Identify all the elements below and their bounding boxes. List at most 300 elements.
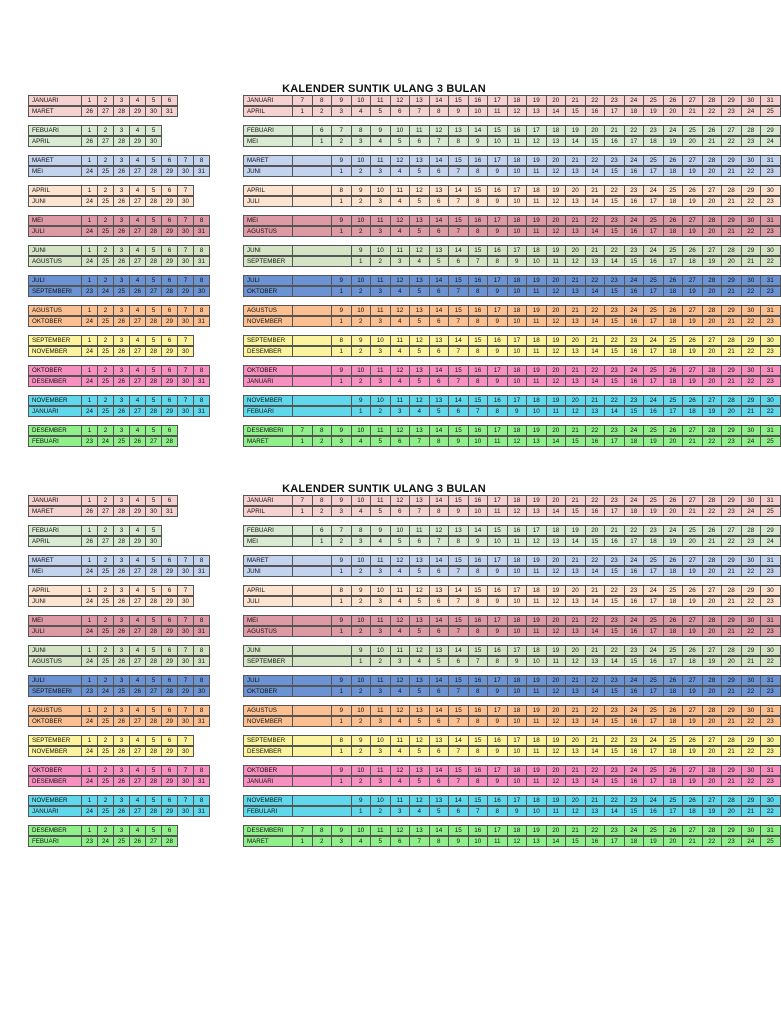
day-cell: 20 bbox=[565, 795, 586, 806]
day-cell: 17 bbox=[643, 776, 664, 787]
day-cell: 12 bbox=[429, 125, 450, 136]
day-cell: 18 bbox=[507, 675, 528, 686]
day-cell: 21 bbox=[565, 95, 586, 106]
day-cell: 1 bbox=[292, 436, 313, 447]
day-cell: 8 bbox=[312, 425, 333, 436]
day-cell: 21 bbox=[721, 196, 742, 207]
day-cell: 4 bbox=[129, 185, 146, 196]
day-cell: 29 bbox=[721, 825, 742, 836]
month-label: JANUARI bbox=[28, 806, 82, 817]
day-cell: 11 bbox=[526, 346, 547, 357]
month-label: JANUARI bbox=[28, 95, 82, 106]
day-cell: 16 bbox=[624, 316, 645, 327]
day-cell: 24 bbox=[81, 316, 98, 327]
day-cell: 29 bbox=[161, 716, 178, 727]
day-cell: 19 bbox=[565, 125, 586, 136]
day-cell: 4 bbox=[409, 806, 430, 817]
day-cell: 30 bbox=[741, 95, 762, 106]
day-cell: 2 bbox=[351, 746, 372, 757]
day-cell: 1 bbox=[81, 585, 98, 596]
day-cell: 8 bbox=[448, 536, 469, 547]
day-cell: 23 bbox=[81, 686, 98, 697]
right-calendar-block bbox=[243, 766, 781, 788]
day-cell: 23 bbox=[604, 705, 625, 716]
day-cell: 9 bbox=[507, 256, 528, 267]
day-cell: 13 bbox=[429, 335, 450, 346]
day-cell: 31 bbox=[193, 566, 210, 577]
day-cell: 19 bbox=[526, 705, 547, 716]
day-cell: 31 bbox=[193, 776, 210, 787]
day-cell: 24 bbox=[81, 776, 98, 787]
day-cell: 29 bbox=[161, 566, 178, 577]
day-cell: 19 bbox=[546, 395, 567, 406]
day-cell: 10 bbox=[351, 425, 372, 436]
day-cell: 4 bbox=[390, 596, 411, 607]
day-cell: 5 bbox=[429, 406, 450, 417]
day-cell: 30 bbox=[177, 626, 194, 637]
day-cell: 4 bbox=[129, 765, 146, 776]
day-cell: 5 bbox=[409, 166, 430, 177]
day-cell: 30 bbox=[741, 305, 762, 316]
day-cell: 18 bbox=[663, 376, 684, 387]
month-label: NOVEMBER bbox=[28, 795, 82, 806]
day-cell: 23 bbox=[721, 106, 742, 117]
day-cell: 19 bbox=[682, 166, 703, 177]
day-cell: 6 bbox=[161, 645, 178, 656]
month-label: JUNI bbox=[28, 196, 82, 207]
day-cell: 2 bbox=[312, 106, 333, 117]
day-cell: 28 bbox=[702, 425, 723, 436]
day-cell: 18 bbox=[624, 506, 645, 517]
day-cell: 29 bbox=[741, 185, 762, 196]
day-cell: 13 bbox=[565, 776, 586, 787]
day-cell: 22 bbox=[702, 836, 723, 847]
day-cell: 16 bbox=[468, 825, 489, 836]
day-cell: 22 bbox=[604, 335, 625, 346]
day-cell: 30 bbox=[741, 765, 762, 776]
return-row bbox=[243, 747, 781, 758]
day-cell: 14 bbox=[604, 406, 625, 417]
day-cell: 28 bbox=[161, 436, 178, 447]
day-cell: 7 bbox=[448, 686, 469, 697]
day-cell: 28 bbox=[145, 806, 162, 817]
day-cell: 5 bbox=[409, 286, 430, 297]
return-row bbox=[243, 227, 781, 238]
day-cell: 12 bbox=[565, 256, 586, 267]
day-cell: 19 bbox=[702, 256, 723, 267]
day-cell: 17 bbox=[643, 716, 664, 727]
day-cell: 12 bbox=[390, 555, 411, 566]
day-cell: 7 bbox=[177, 395, 194, 406]
day-cell: 28 bbox=[721, 395, 742, 406]
day-cell: 27 bbox=[721, 125, 742, 136]
day-cell: 12 bbox=[507, 106, 528, 117]
day-cell: 10 bbox=[390, 525, 411, 536]
day-cell: 12 bbox=[390, 95, 411, 106]
day-cell: 23 bbox=[624, 395, 645, 406]
day-cell: 16 bbox=[624, 166, 645, 177]
day-cell: 10 bbox=[507, 196, 528, 207]
day-cell: 23 bbox=[81, 286, 98, 297]
month-label: JULI bbox=[243, 275, 293, 286]
day-cell: 27 bbox=[97, 106, 114, 117]
day-cell: 25 bbox=[97, 226, 114, 237]
day-cell: 18 bbox=[663, 166, 684, 177]
day-cell: 9 bbox=[468, 536, 489, 547]
day-cell: 6 bbox=[161, 705, 178, 716]
day-cell: 18 bbox=[624, 436, 645, 447]
day-cell: 28 bbox=[702, 555, 723, 566]
day-cell: 2 bbox=[97, 425, 114, 436]
month-label: DESEMBER bbox=[28, 425, 82, 436]
day-cell: 28 bbox=[161, 686, 178, 697]
day-cell: 23 bbox=[604, 425, 625, 436]
day-cell: 26 bbox=[113, 166, 130, 177]
day-cell: 14 bbox=[585, 716, 606, 727]
day-cell: 20 bbox=[702, 746, 723, 757]
day-cell: 4 bbox=[129, 95, 146, 106]
day-cell: 18 bbox=[682, 406, 703, 417]
day-cell: 30 bbox=[177, 716, 194, 727]
day-cell: 18 bbox=[663, 226, 684, 237]
day-cell: 9 bbox=[487, 626, 508, 637]
day-cell: 16 bbox=[468, 675, 489, 686]
day-cell: 9 bbox=[370, 125, 391, 136]
day-cell: 21 bbox=[604, 125, 625, 136]
day-cell: 11 bbox=[370, 305, 391, 316]
day-cell: 20 bbox=[663, 436, 684, 447]
day-cell: 4 bbox=[129, 735, 146, 746]
day-cell: 25 bbox=[97, 716, 114, 727]
day-cell: 29 bbox=[721, 305, 742, 316]
day-cell: 21 bbox=[721, 596, 742, 607]
day-cell: 10 bbox=[390, 125, 411, 136]
day-cell: 26 bbox=[663, 155, 684, 166]
empty-cell bbox=[292, 716, 332, 727]
day-cell: 7 bbox=[177, 735, 194, 746]
left-calendar-block bbox=[28, 766, 210, 788]
day-cell: 12 bbox=[390, 765, 411, 776]
day-cell: 5 bbox=[145, 585, 162, 596]
day-cell: 8 bbox=[312, 495, 333, 506]
month-label: DESEMBER bbox=[243, 746, 293, 757]
day-cell: 8 bbox=[193, 305, 210, 316]
day-cell: 25 bbox=[113, 436, 130, 447]
day-cell: 8 bbox=[193, 795, 210, 806]
return-row bbox=[243, 167, 781, 178]
day-cell: 16 bbox=[624, 686, 645, 697]
day-cell: 3 bbox=[370, 596, 391, 607]
day-cell: 6 bbox=[429, 376, 450, 387]
day-cell: 4 bbox=[129, 675, 146, 686]
day-cell: 15 bbox=[604, 376, 625, 387]
day-cell: 26 bbox=[663, 305, 684, 316]
day-cell: 12 bbox=[546, 166, 567, 177]
day-cell: 8 bbox=[331, 735, 352, 746]
day-cell: 22 bbox=[585, 495, 606, 506]
day-cell: 17 bbox=[643, 686, 664, 697]
day-cell: 25 bbox=[97, 806, 114, 817]
day-cell: 15 bbox=[448, 305, 469, 316]
left-calendar-block bbox=[28, 646, 210, 668]
day-cell: 8 bbox=[468, 166, 489, 177]
day-cell: 27 bbox=[129, 196, 146, 207]
day-cell: 28 bbox=[721, 795, 742, 806]
day-cell: 20 bbox=[546, 675, 567, 686]
day-cell: 23 bbox=[624, 795, 645, 806]
day-cell: 13 bbox=[546, 136, 567, 147]
day-cell: 11 bbox=[370, 615, 391, 626]
day-cell: 29 bbox=[129, 536, 146, 547]
day-cell: 4 bbox=[409, 406, 430, 417]
day-cell: 22 bbox=[624, 125, 645, 136]
day-cell: 29 bbox=[721, 675, 742, 686]
month-label: MEI bbox=[28, 215, 82, 226]
day-cell: 3 bbox=[331, 436, 352, 447]
day-cell: 21 bbox=[565, 215, 586, 226]
day-cell: 21 bbox=[741, 256, 762, 267]
day-cell: 4 bbox=[390, 626, 411, 637]
day-cell: 27 bbox=[129, 346, 146, 357]
return-row bbox=[243, 377, 781, 388]
day-cell: 4 bbox=[390, 346, 411, 357]
day-cell: 20 bbox=[702, 776, 723, 787]
day-cell: 5 bbox=[409, 746, 430, 757]
day-cell: 29 bbox=[161, 746, 178, 757]
day-cell: 21 bbox=[585, 795, 606, 806]
day-cell: 30 bbox=[177, 166, 194, 177]
day-cell: 2 bbox=[370, 806, 391, 817]
day-cell: 16 bbox=[624, 226, 645, 237]
day-cell: 9 bbox=[507, 406, 528, 417]
day-cell: 17 bbox=[624, 136, 645, 147]
day-cell: 12 bbox=[546, 316, 567, 327]
day-cell: 17 bbox=[487, 155, 508, 166]
day-cell: 13 bbox=[585, 656, 606, 667]
day-cell: 3 bbox=[113, 615, 130, 626]
day-cell: 14 bbox=[585, 686, 606, 697]
day-cell: 23 bbox=[624, 735, 645, 746]
day-cell: 28 bbox=[145, 166, 162, 177]
day-cell: 27 bbox=[129, 806, 146, 817]
day-cell: 3 bbox=[113, 155, 130, 166]
day-cell: 11 bbox=[390, 395, 411, 406]
day-cell: 19 bbox=[546, 735, 567, 746]
day-cell: 7 bbox=[177, 765, 194, 776]
day-cell: 6 bbox=[429, 316, 450, 327]
month-label: SEPTEMBER bbox=[243, 656, 293, 667]
day-cell: 15 bbox=[624, 406, 645, 417]
day-cell: 25 bbox=[643, 95, 664, 106]
day-cell: 22 bbox=[741, 376, 762, 387]
day-cell: 9 bbox=[487, 686, 508, 697]
day-cell: 6 bbox=[161, 155, 178, 166]
day-cell: 15 bbox=[448, 275, 469, 286]
day-cell: 27 bbox=[129, 716, 146, 727]
right-calendar-block bbox=[243, 586, 781, 608]
day-cell: 31 bbox=[161, 506, 178, 517]
day-cell: 12 bbox=[546, 776, 567, 787]
day-cell: 24 bbox=[81, 226, 98, 237]
day-cell: 27 bbox=[129, 376, 146, 387]
empty-cell bbox=[292, 566, 332, 577]
day-cell: 10 bbox=[507, 626, 528, 637]
day-cell: 5 bbox=[409, 226, 430, 237]
day-cell: 18 bbox=[663, 686, 684, 697]
day-cell: 26 bbox=[81, 506, 98, 517]
day-cell: 15 bbox=[604, 776, 625, 787]
day-cell: 6 bbox=[429, 716, 450, 727]
day-cell: 31 bbox=[193, 226, 210, 237]
day-cell: 8 bbox=[468, 196, 489, 207]
day-cell: 21 bbox=[565, 305, 586, 316]
day-cell: 5 bbox=[145, 525, 162, 536]
day-cell: 20 bbox=[546, 215, 567, 226]
day-cell: 22 bbox=[760, 406, 781, 417]
month-label: MEI bbox=[28, 166, 82, 177]
day-cell: 2 bbox=[97, 555, 114, 566]
day-cell: 3 bbox=[113, 335, 130, 346]
day-cell: 17 bbox=[604, 506, 625, 517]
right-calendar-block bbox=[243, 126, 781, 148]
day-cell: 12 bbox=[546, 286, 567, 297]
day-cell: 30 bbox=[177, 656, 194, 667]
day-cell: 12 bbox=[546, 196, 567, 207]
month-label: JUNI bbox=[243, 645, 293, 656]
day-cell: 15 bbox=[604, 716, 625, 727]
day-cell: 21 bbox=[585, 645, 606, 656]
day-cell: 30 bbox=[145, 506, 162, 517]
day-cell: 2 bbox=[97, 525, 114, 536]
day-cell: 6 bbox=[161, 245, 178, 256]
day-cell: 12 bbox=[390, 675, 411, 686]
day-cell: 6 bbox=[161, 795, 178, 806]
day-cell: 5 bbox=[409, 316, 430, 327]
day-cell: 19 bbox=[682, 226, 703, 237]
day-cell: 19 bbox=[546, 645, 567, 656]
day-cell: 11 bbox=[390, 245, 411, 256]
day-cell: 19 bbox=[526, 675, 547, 686]
right-calendar-block bbox=[243, 156, 781, 178]
return-row bbox=[28, 597, 194, 608]
day-cell: 7 bbox=[177, 215, 194, 226]
day-cell: 1 bbox=[312, 536, 333, 547]
day-cell: 26 bbox=[129, 436, 146, 447]
day-cell: 20 bbox=[702, 716, 723, 727]
day-cell: 2 bbox=[97, 305, 114, 316]
day-cell: 25 bbox=[643, 555, 664, 566]
day-cell: 21 bbox=[702, 136, 723, 147]
left-calendar-block bbox=[28, 426, 178, 448]
return-row bbox=[28, 167, 210, 178]
day-cell: 26 bbox=[702, 125, 723, 136]
day-cell: 6 bbox=[161, 185, 178, 196]
day-cell: 18 bbox=[624, 106, 645, 117]
day-cell: 28 bbox=[702, 705, 723, 716]
day-cell: 13 bbox=[409, 555, 430, 566]
day-cell: 25 bbox=[663, 645, 684, 656]
day-cell: 5 bbox=[390, 136, 411, 147]
day-cell: 7 bbox=[448, 626, 469, 637]
day-cell: 4 bbox=[129, 555, 146, 566]
day-cell: 28 bbox=[161, 836, 178, 847]
day-cell: 10 bbox=[526, 806, 547, 817]
day-cell: 5 bbox=[429, 256, 450, 267]
day-cell: 3 bbox=[113, 305, 130, 316]
day-cell: 27 bbox=[682, 615, 703, 626]
day-cell: 22 bbox=[624, 525, 645, 536]
day-cell: 22 bbox=[741, 196, 762, 207]
day-cell: 13 bbox=[546, 536, 567, 547]
day-cell: 21 bbox=[565, 495, 586, 506]
day-cell: 22 bbox=[585, 155, 606, 166]
day-cell: 29 bbox=[760, 525, 781, 536]
day-cell: 11 bbox=[487, 106, 508, 117]
day-cell: 21 bbox=[721, 566, 742, 577]
day-cell: 25 bbox=[682, 525, 703, 536]
day-cell: 28 bbox=[702, 675, 723, 686]
day-cell: 5 bbox=[145, 245, 162, 256]
day-cell: 1 bbox=[81, 765, 98, 776]
day-cell: 28 bbox=[145, 196, 162, 207]
left-calendar-block bbox=[28, 586, 194, 608]
day-cell: 5 bbox=[409, 596, 430, 607]
day-cell: 14 bbox=[585, 626, 606, 637]
day-cell: 28 bbox=[113, 136, 130, 147]
day-cell: 4 bbox=[129, 335, 146, 346]
day-cell: 24 bbox=[624, 555, 645, 566]
day-cell: 11 bbox=[487, 836, 508, 847]
day-cell: 17 bbox=[624, 536, 645, 547]
right-calendar-block bbox=[243, 796, 781, 818]
day-cell: 22 bbox=[702, 506, 723, 517]
day-cell: 10 bbox=[507, 716, 528, 727]
day-cell: 2 bbox=[351, 626, 372, 637]
day-cell: 7 bbox=[177, 555, 194, 566]
day-cell: 12 bbox=[565, 406, 586, 417]
day-cell: 14 bbox=[448, 585, 469, 596]
day-cell: 11 bbox=[390, 585, 411, 596]
empty-cell bbox=[292, 346, 332, 357]
day-cell: 3 bbox=[370, 316, 391, 327]
day-cell: 10 bbox=[468, 106, 489, 117]
day-cell: 3 bbox=[113, 705, 130, 716]
day-cell: 29 bbox=[161, 596, 178, 607]
day-cell: 24 bbox=[643, 795, 664, 806]
day-cell: 25 bbox=[663, 335, 684, 346]
day-cell: 12 bbox=[409, 795, 430, 806]
return-row bbox=[243, 567, 781, 578]
day-cell: 18 bbox=[507, 95, 528, 106]
day-cell: 20 bbox=[546, 825, 567, 836]
day-cell: 10 bbox=[507, 346, 528, 357]
day-cell: 12 bbox=[507, 506, 528, 517]
return-row bbox=[243, 507, 781, 518]
day-cell: 23 bbox=[760, 346, 781, 357]
day-cell: 21 bbox=[565, 275, 586, 286]
left-calendar-block bbox=[28, 366, 210, 388]
day-cell: 27 bbox=[702, 645, 723, 656]
day-cell: 1 bbox=[331, 376, 352, 387]
day-cell: 4 bbox=[390, 776, 411, 787]
day-cell: 16 bbox=[624, 776, 645, 787]
day-cell: 16 bbox=[624, 566, 645, 577]
day-cell: 24 bbox=[741, 836, 762, 847]
day-cell: 5 bbox=[409, 346, 430, 357]
day-cell: 9 bbox=[487, 316, 508, 327]
day-cell: 1 bbox=[331, 746, 352, 757]
day-cell: 12 bbox=[390, 495, 411, 506]
